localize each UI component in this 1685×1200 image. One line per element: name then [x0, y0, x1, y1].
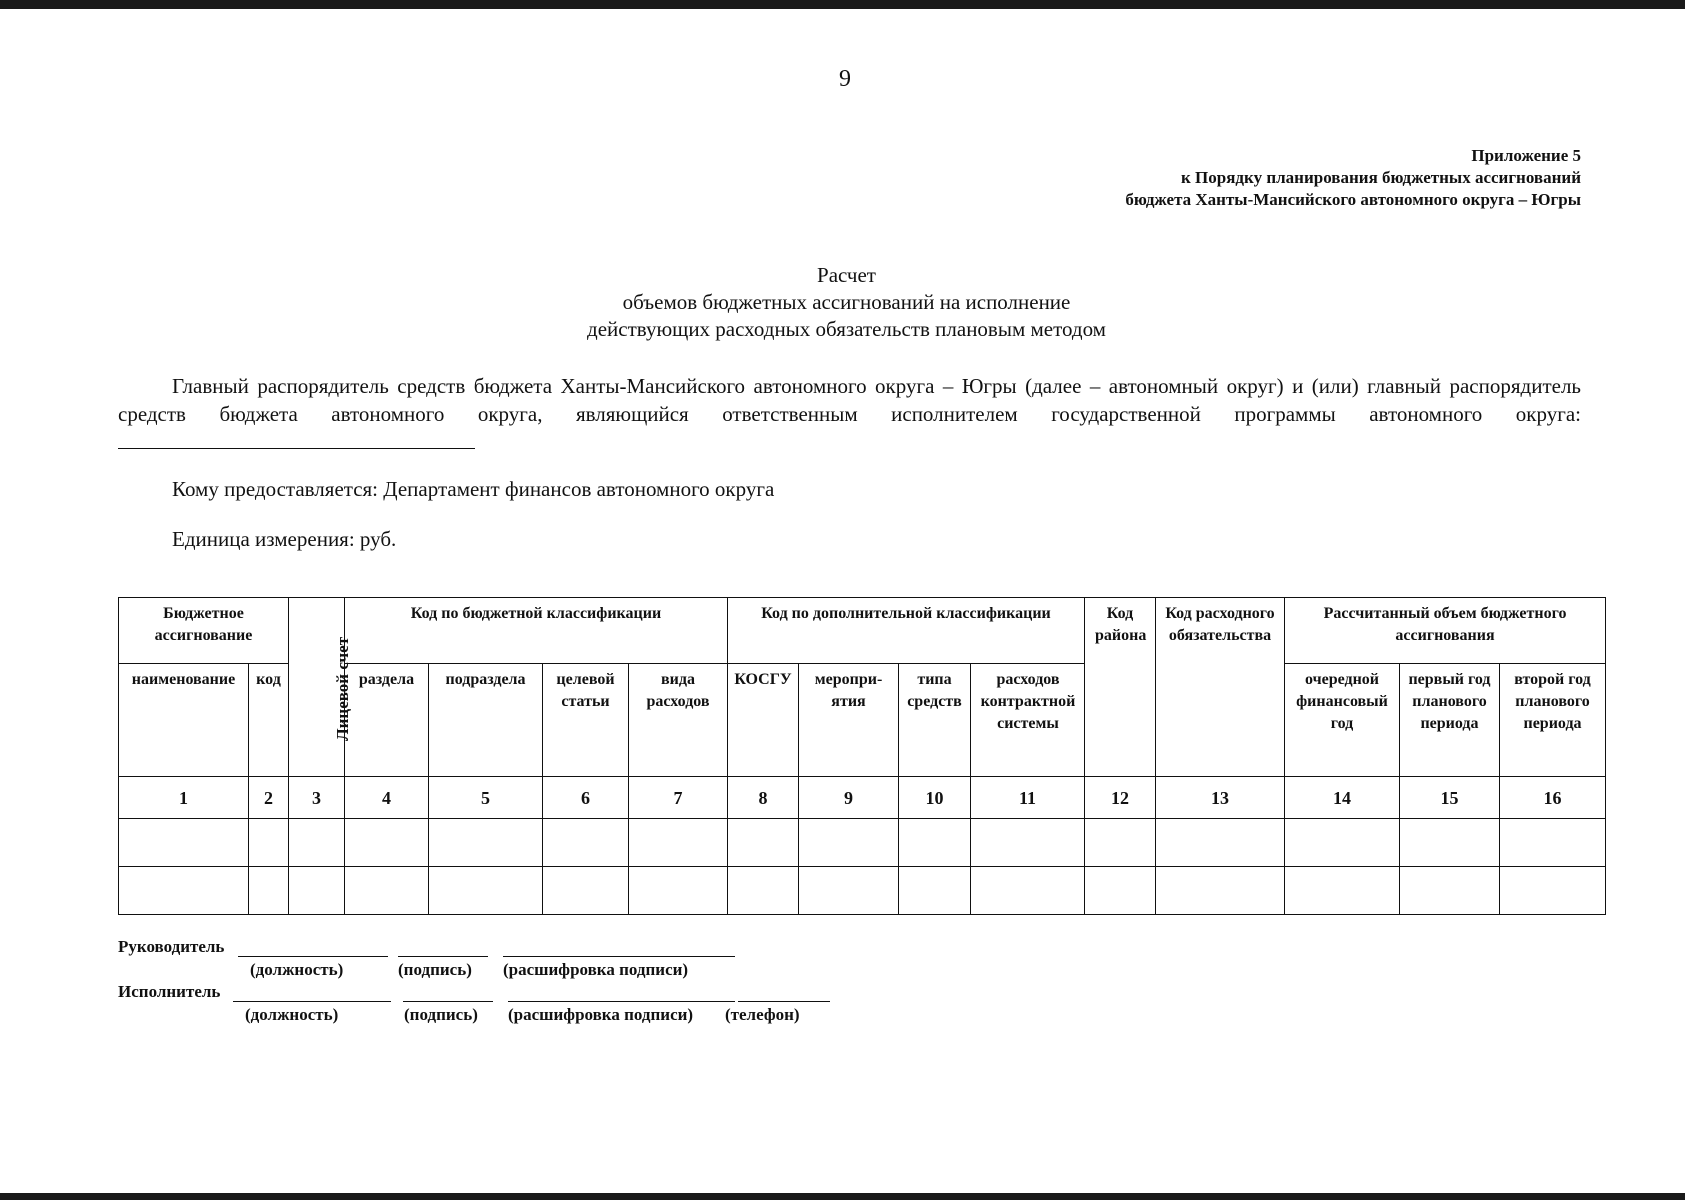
executor-phone-line	[738, 1001, 830, 1002]
subheader-second-planning-year: второй год планового периода	[1500, 664, 1606, 777]
table-cell	[1400, 819, 1500, 867]
executor-position-line	[233, 1001, 391, 1002]
table-cell	[728, 819, 799, 867]
head-signature-caption: (подпись)	[398, 960, 472, 979]
column-number: 8	[728, 777, 799, 819]
subheader-name: наименование	[119, 664, 249, 777]
table-cell	[1400, 867, 1500, 915]
column-number: 11	[971, 777, 1085, 819]
column-number: 10	[899, 777, 971, 819]
intro-paragraph	[118, 372, 1581, 456]
head-decoding-caption: (расшифровка подписи)	[503, 960, 689, 979]
executor-signature-line	[403, 1001, 493, 1002]
table-cell	[971, 867, 1085, 915]
table-cell	[1085, 819, 1156, 867]
recipient-line: Кому предоставляется: Департамент финансов автономного округа	[172, 477, 775, 501]
table-cell	[1156, 867, 1285, 915]
intro-text: Главный распорядитель средств бюджета Ханты-Мансийского автономного округа – Югры (далее – автономный округ) и (или) главный распорядитель средств бюджета автономного округа, являющийся ответственным исполнителем государственной программы автономного округа:	[118, 374, 1581, 426]
table-cell	[119, 867, 249, 915]
scan-border-top	[0, 0, 1685, 9]
table-cell	[971, 819, 1085, 867]
subheader-contract-system: расходов контрактной системы	[971, 664, 1085, 777]
table-cell	[629, 867, 728, 915]
column-number: 5	[429, 777, 543, 819]
head-label: Руководитель	[118, 937, 225, 956]
head-decoding-line	[503, 956, 735, 957]
table-cell	[543, 819, 629, 867]
subheader-target-item: целевой статьи	[543, 664, 629, 777]
column-number: 14	[1285, 777, 1400, 819]
head-signature-line	[398, 956, 488, 957]
table-row	[119, 819, 1606, 867]
header-budget-classification: Код по бюджетной классификации	[345, 598, 728, 664]
column-number: 6	[543, 777, 629, 819]
column-number: 12	[1085, 777, 1156, 819]
appendix-line-1: Приложение 5	[1471, 146, 1581, 165]
table-cell	[1156, 819, 1285, 867]
table-cell	[249, 867, 289, 915]
table-cell	[899, 867, 971, 915]
header-obligation-code: Код расходного обязательства	[1156, 598, 1285, 777]
table-cell	[1285, 819, 1400, 867]
head-position-line	[238, 956, 388, 957]
header-district-code: Код района	[1085, 598, 1156, 777]
executor-decoding-caption: (расшифровка подписи)	[508, 1005, 694, 1024]
table-cell	[1085, 867, 1156, 915]
table-cell	[1500, 819, 1606, 867]
executor-position-caption: (должность)	[245, 1005, 339, 1024]
table-cell	[543, 867, 629, 915]
table-cell	[799, 819, 899, 867]
table-cell	[799, 867, 899, 915]
header-personal-account: Лицевой счет	[289, 598, 345, 777]
unit-line: Единица измерения: руб.	[172, 527, 397, 551]
subheader-code: код	[249, 664, 289, 777]
table-cell	[345, 867, 429, 915]
table-cell	[629, 819, 728, 867]
column-number: 9	[799, 777, 899, 819]
table-cell	[728, 867, 799, 915]
table-cell	[289, 819, 345, 867]
subheader-fund-type: типа средств	[899, 664, 971, 777]
subheader-event: меропри-ятия	[799, 664, 899, 777]
column-number: 4	[345, 777, 429, 819]
title-line-2: объемов бюджетных ассигнований на исполнение	[622, 290, 1071, 314]
table-cell	[429, 867, 543, 915]
subheader-section: раздела	[345, 664, 429, 777]
table-row	[119, 867, 1606, 915]
table-cell	[119, 819, 249, 867]
column-number: 3	[289, 777, 345, 819]
table-cell	[1500, 867, 1606, 915]
document-title	[400, 262, 1293, 343]
table-cell	[249, 819, 289, 867]
subheader-current-year: очередной финансовый год	[1285, 664, 1400, 777]
head-position-caption: (должность)	[250, 960, 344, 979]
table-cell	[1285, 867, 1400, 915]
title-line-1: Расчет	[817, 263, 876, 287]
executor-label: Исполнитель	[118, 982, 221, 1001]
header-budget-allocation: Бюджетное ассигнование	[119, 598, 289, 664]
appendix-header	[1125, 145, 1581, 211]
executor-phone-caption: (телефон)	[725, 1005, 800, 1024]
title-line-3: действующих расходных обязательств плановым методом	[587, 317, 1106, 341]
subheader-expense-type: вида расходов	[629, 664, 728, 777]
executor-decoding-line	[508, 1001, 735, 1002]
budget-calculation-table	[118, 597, 1606, 915]
distributor-blank-field	[118, 428, 475, 449]
executor-signature-caption: (подпись)	[404, 1005, 478, 1024]
appendix-line-2: к Порядку планирования бюджетных ассигнований	[1181, 168, 1581, 187]
subheader-subsection: подраздела	[429, 664, 543, 777]
header-additional-classification: Код по дополнительной классификации	[728, 598, 1085, 664]
table-cell	[345, 819, 429, 867]
appendix-line-3: бюджета Ханты-Мансийского автономного округа – Югры	[1125, 190, 1581, 209]
table-cell	[899, 819, 971, 867]
table-cell	[429, 819, 543, 867]
header-calculated-volume: Рассчитанный объем бюджетного ассигнования	[1285, 598, 1606, 664]
column-number: 13	[1156, 777, 1285, 819]
column-number: 7	[629, 777, 728, 819]
scan-border-bottom	[0, 1193, 1685, 1200]
subheader-kosgu: КОСГУ	[728, 664, 799, 777]
column-number: 2	[249, 777, 289, 819]
table-cell	[289, 867, 345, 915]
subheader-first-planning-year: первый год планового периода	[1400, 664, 1500, 777]
page-number: 9	[839, 66, 851, 92]
column-number: 1	[119, 777, 249, 819]
column-number: 16	[1500, 777, 1606, 819]
column-number: 15	[1400, 777, 1500, 819]
